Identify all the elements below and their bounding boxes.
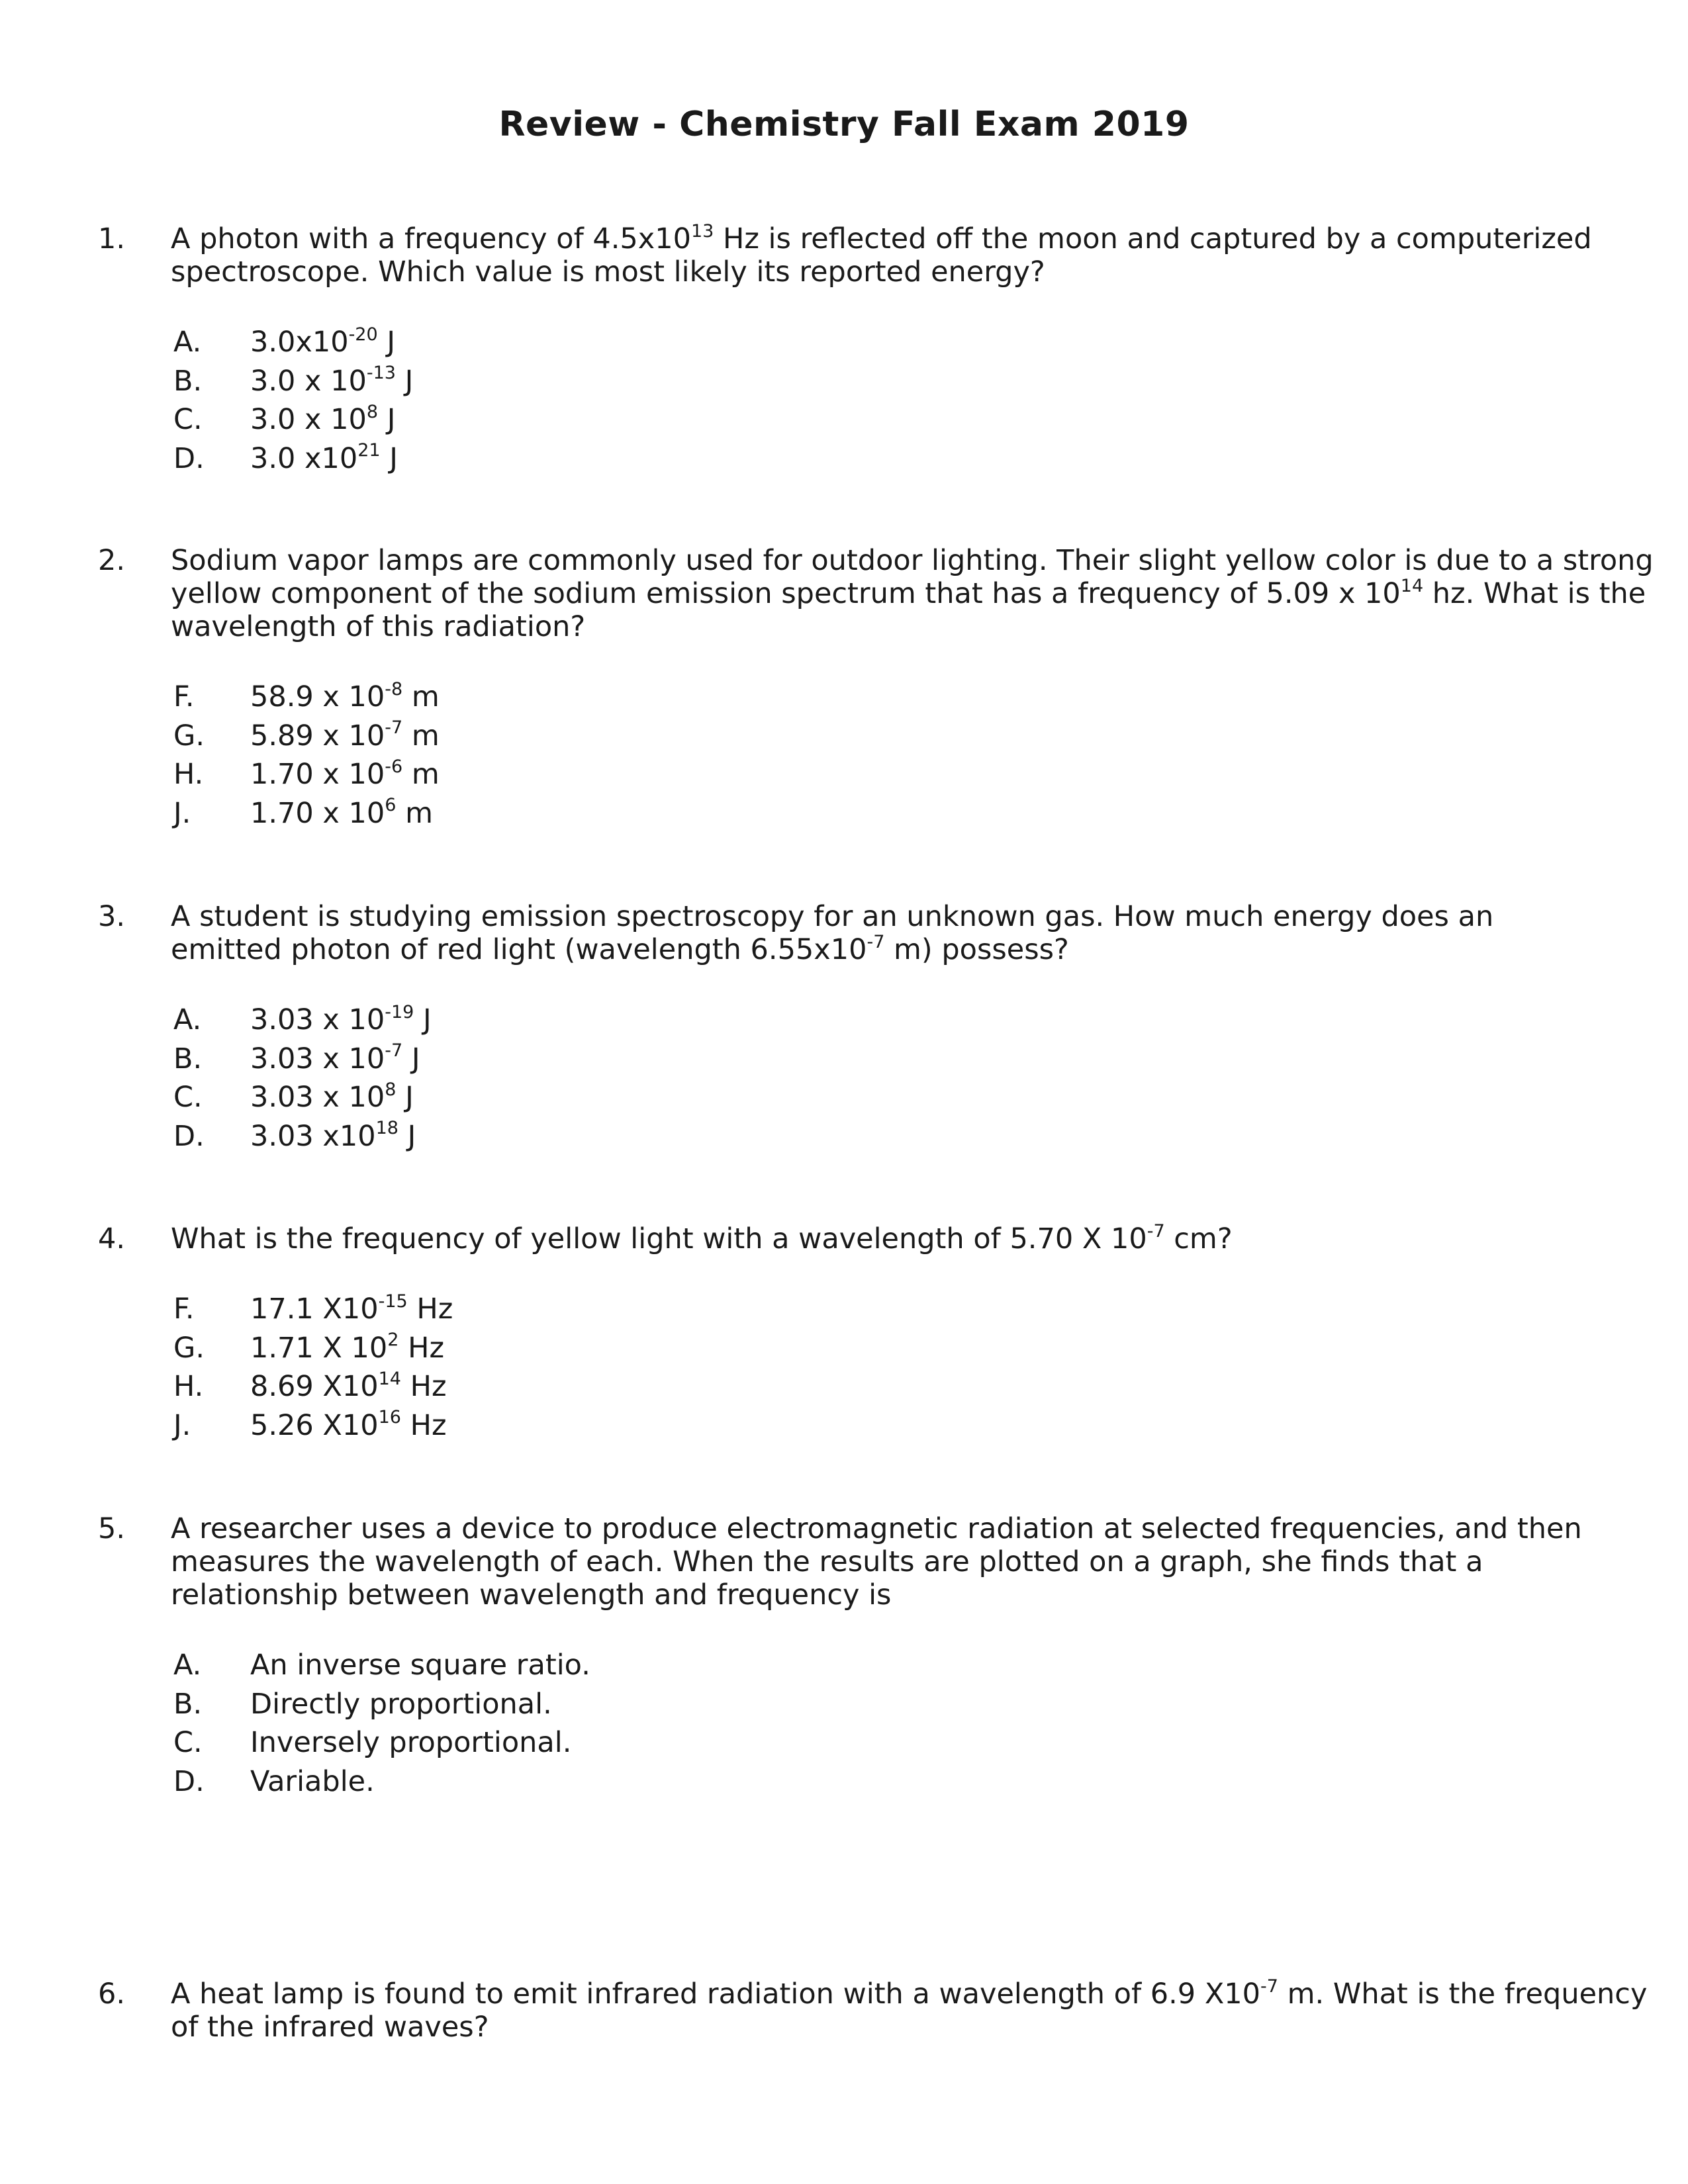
choice-letter: C. [173,1726,203,1759]
choice-text: 3.0 x $10^8$ J [250,401,396,436]
choice-text: 1.70 x $10^6$ m [250,795,433,830]
question-number: 4. [98,1222,126,1255]
choice-letter: F. [173,1293,195,1326]
choice-letter: B. [173,1687,203,1721]
choice-text: 5.89 x $10^{-7}$ m [250,717,440,752]
choice-letter: G. [173,719,205,752]
choice-letter: J. [173,796,191,830]
choice-text: Directly proportional. [250,1687,552,1721]
choice-text: Variable. [250,1764,375,1798]
question-number: 2. [98,544,126,577]
choice-text: 3.0 x $10^{-13}$ J [250,363,414,398]
question-text: A heat lamp is found to emit infrared radiation with a wavelength of 6.9 $X10^{-7}$ m. What is the frequency of the infrared waves? [171,1976,1648,2044]
choice-letter: D. [173,441,205,475]
choice-letter: D. [173,1119,205,1153]
choice-text: 3.03 x $10^{-19}$ J [250,1001,432,1036]
choice-text: 1.71 X $10^2$ Hz [250,1330,445,1365]
question-text: A student is studying emission spectroscopy for an unknown gas. How much energy does an emitted photon of red light (wavelength $6.55x10^{-7}$ m) possess? [171,900,1494,966]
choice-letter: C. [173,1081,203,1114]
question-text: What is the frequency of yellow light with a wavelength of 5.70 X $10^{-7}$ cm? [171,1220,1233,1255]
choice-letter: A. [173,1003,202,1036]
question-number: 5. [98,1512,126,1545]
choice-text: 1.70 x $10^{-6}$ m [250,756,440,791]
question-number: 1. [98,222,126,255]
choice-letter: H. [173,1370,204,1403]
choice-text: 8.69 $X10^{14}$ Hz [250,1368,447,1403]
question-text: A researcher uses a device to produce electromagnetic radiation at selected frequencies, and then measures the wavelength of each. When the results are plotted on a graph, she finds that a relationship between wavelength and frequency is [171,1512,1582,1612]
choice-text: 3.03 $x10^{18}$ J [250,1118,416,1153]
choice-letter: A. [173,326,202,359]
choice-text: $3.0x10^{-20}$ J [250,324,396,359]
question-text: Sodium vapor lamps are commonly used for outdoor lighting. Their slight yellow color is due to a strong yellow component of the sodium emission spectrum that has a frequency of 5.09 x $10^{14}$ hz. What is the wavelength of this radiation? [171,544,1654,643]
question-number: 3. [98,900,126,933]
choice-letter: B. [173,364,203,398]
choice-letter: A. [173,1649,202,1682]
choice-text: 3.0 $x10^{21}$ J [250,440,398,475]
page-title: Review - Chemistry Fall Exam 2019 [498,105,1190,144]
choice-text: Inversely proportional. [250,1726,572,1759]
choice-text: An inverse square ratio. [250,1649,590,1682]
choice-text: 3.03 x $10^8$ J [250,1079,414,1114]
choice-letter: D. [173,1764,205,1798]
choice-letter: J. [173,1408,191,1442]
choice-text: 5.26 $X10^{16}$ Hz [250,1407,447,1442]
choice-letter: B. [173,1042,203,1075]
choice-letter: G. [173,1331,205,1365]
choice-text: 3.03 x $10^{-7}$ J [250,1040,420,1075]
question-number: 6. [98,1978,126,2011]
choice-letter: C. [173,403,203,436]
choice-letter: F. [173,680,195,713]
choice-text: 17.1 $X10^{-15}$ Hz [250,1291,453,1326]
question-text: A photon with a frequency of $4.5x10^{13}$ Hz is reflected off the moon and captured by a computerized spectroscope. Which value is most likely its reported energy? [171,220,1592,289]
choice-text: 58.9 x $10^{-8}$ m [250,678,440,713]
choice-letter: H. [173,758,204,791]
